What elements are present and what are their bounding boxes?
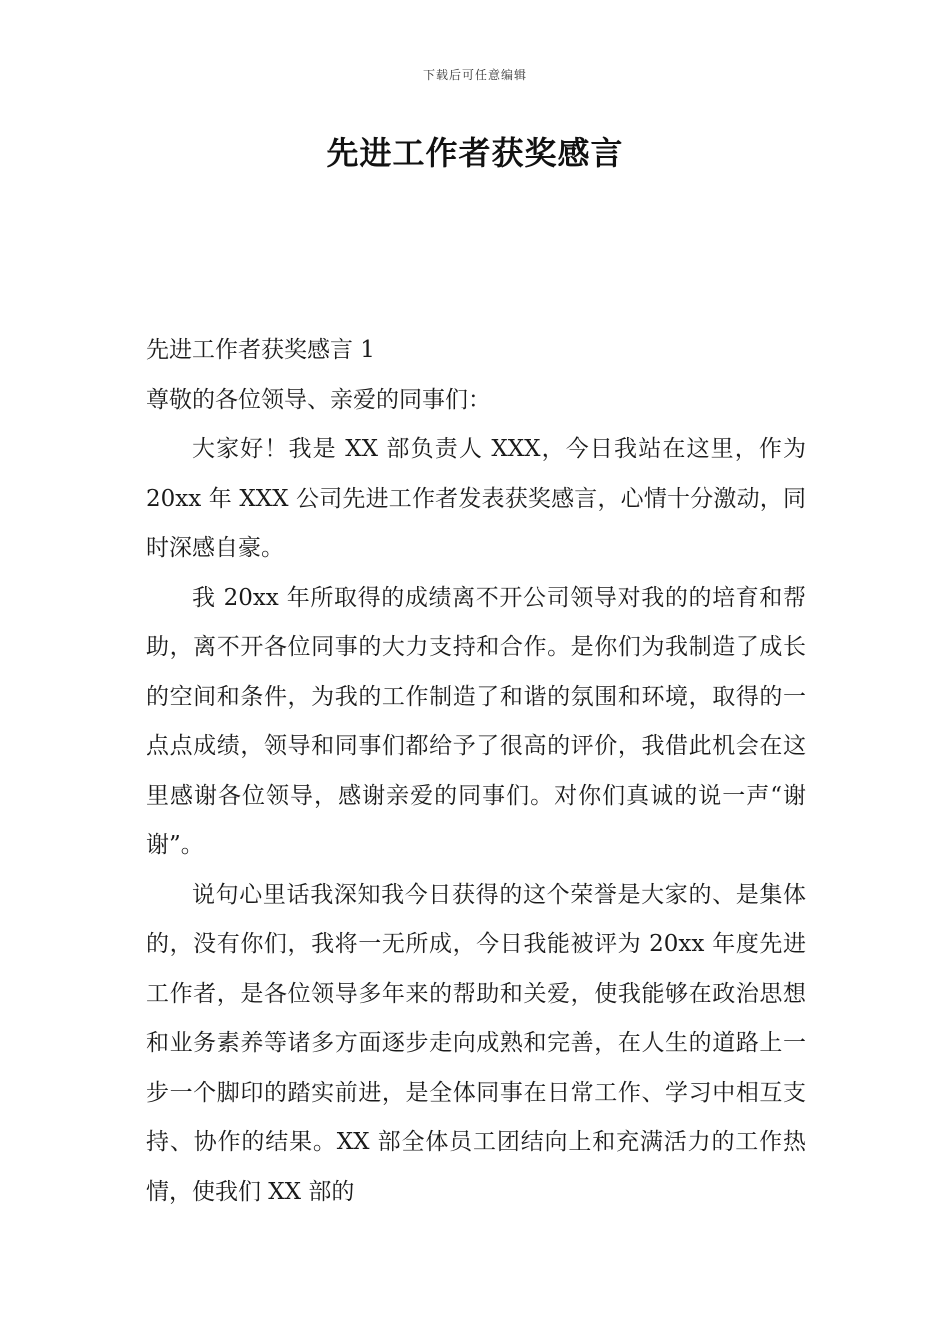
section-heading: 先进工作者获奖感言 1 [146, 337, 375, 363]
document-title: 先进工作者获奖感言 [326, 134, 624, 172]
document-body [146, 326, 806, 1217]
paragraph-1: 大家好！我是 XX 部负责人 XXX，今日我站在这里，作为 20xx 年 XXX 公司先进工作者发表获奖感言，心情十分激动，同时深感自豪。 [146, 436, 806, 561]
header-note: 下载后可任意编辑 [422, 68, 527, 82]
salutation: 尊敬的各位领导、亲爱的同事们： [146, 386, 491, 413]
paragraph-2: 我 20xx 年所取得的成绩离不开公司领导对我的的培育和帮助，离不开各位同事的大力支持和合作。是你们为我制造了成长的空间和条件，为我的工作制造了和谐的氛围和环境，取得的一点点成绩，领导和同事们都给予了很高的评价，我借此机会在这里感谢各位领导，感谢亲爱的同事们。对你们真诚的说一声“谢谢”。 [146, 584, 806, 858]
paragraph-3: 说句心里话我深知我今日获得的这个荣誉是大家的、是集体的，没有你们，我将一无所成，今日我能被评为 20xx 年度先进工作者，是各位领导多年来的帮助和关爱，使我能够在政治思想和业务素养等诸多方面逐步走向成熟和完善，在人生的道路上一步一个脚印的踏实前进，是全体同事在日常工作、学习中相互支持、协作的结果。XX 部全体员工团结向上和充满活力的工作热情，使我们 XX 部的 [146, 881, 806, 1205]
